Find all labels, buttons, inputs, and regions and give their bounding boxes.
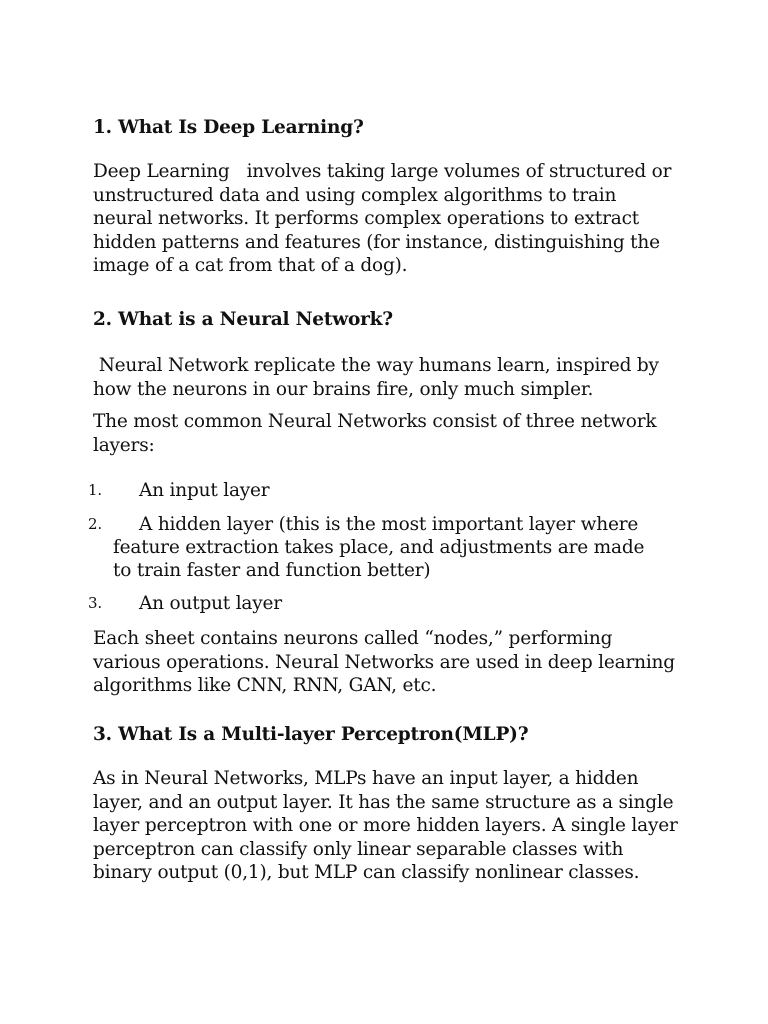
section-2-heading: 2. What is a Neural Network? (93, 309, 393, 330)
section-2-paragraph-1: Neural Network replicate the way humans learn, inspired by how the neurons in our brains fire, only much simpler. (93, 355, 665, 400)
list-item (88, 479, 688, 502)
list-item-text: A hidden layer (this is the most important layer where feature extraction takes place, and adjustments are made to train faster and function better) (113, 514, 645, 581)
list-item-text: An output layer (139, 593, 282, 614)
list-item-number: 3. (88, 594, 102, 612)
list-item-number: 1. (88, 481, 102, 499)
section-3-paragraph: As in Neural Networks, MLPs have an input layer, a hidden layer, and an output layer. It has the same structure as a single layer perceptron with one or more hidden layers. A single layer perceptron can classify only linear separable classes with binary output (0,1), but MLP can classify nonlinear classes. (93, 768, 684, 883)
section-1-heading: 1. What Is Deep Learning? (93, 117, 364, 138)
list-item-text: An input layer (139, 480, 270, 501)
list-item-number: 2. (88, 515, 102, 533)
section-1-paragraph: Deep Learning involves taking large volumes of structured or unstructured data and using complex algorithms to train neural networks. It performs complex operations to extract hidden patterns and features (for instance, distinguishing the image of a cat from that of a dog). (93, 161, 677, 276)
section-3-heading: 3. What Is a Multi-layer Perceptron(MLP)? (93, 724, 529, 745)
section-2-paragraph-2: The most common Neural Networks consist of three network layers: (93, 411, 663, 456)
list-item (88, 513, 663, 582)
section-2-after-list-paragraph: Each sheet contains neurons called “nodes,” performing various operations. Neural Networks are used in deep learning algorithms like CNN, RNN, GAN, etc. (93, 628, 681, 696)
list-item (88, 592, 688, 615)
